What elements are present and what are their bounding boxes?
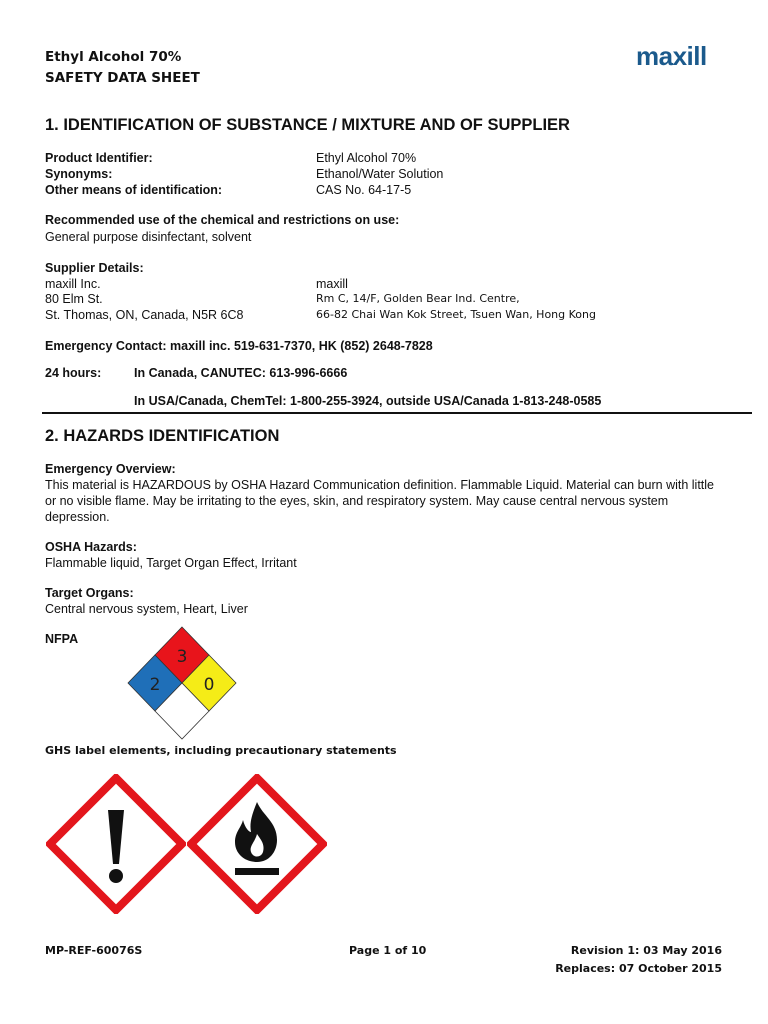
- hours-canada: In Canada, CANUTEC: 613-996-6666: [134, 366, 348, 380]
- section-2-title: 2. HAZARDS IDENTIFICATION: [45, 427, 280, 445]
- nfpa-label: NFPA: [45, 632, 79, 646]
- field-label: Synonyms:: [45, 167, 113, 181]
- recommended-use-label: Recommended use of the chemical and restrictions on use:: [45, 213, 400, 227]
- field-label: Product Identifier:: [45, 151, 153, 165]
- supplier-line: Rm C, 14/F, Golden Bear Ind. Centre,: [316, 292, 520, 305]
- emergency-contact: Emergency Contact: maxill inc. 519-631-7370, HK (852) 2648-7828: [45, 339, 433, 353]
- revision: Revision 1: 03 May 2016: [570, 944, 722, 957]
- supplier-line: St. Thomas, ON, Canada, N5R 6C8: [45, 308, 244, 322]
- field-label: Other means of identification:: [45, 183, 223, 197]
- field-value: Ethyl Alcohol 70%: [316, 151, 417, 165]
- supplier-line: 80 Elm St.: [45, 292, 103, 306]
- nfpa-instability-value: 0: [203, 675, 215, 695]
- osha-value: Flammable liquid, Target Organ Effect, Irritant: [45, 556, 297, 570]
- section-divider: [42, 412, 752, 414]
- page-number: Page 1 of 10: [349, 944, 427, 957]
- supplier-line: maxill Inc.: [45, 277, 101, 291]
- document-reference: MP-REF-60076S: [45, 944, 143, 957]
- hours-label: 24 hours:: [45, 366, 102, 380]
- overview-text: This material is HAZARDOUS by OSHA Hazard Communication definition. Flammable Liquid. Material can burn with little or no visible flame. May be irritating to the eyes, skin, and respiratory system. May cause central nervous system depression.: [45, 478, 715, 524]
- organs-label: Target Organs:: [45, 586, 134, 600]
- nfpa-health-value: 2: [149, 675, 161, 695]
- field-value: CAS No. 64-17-5: [316, 183, 412, 197]
- nfpa-flammability-value: 3: [176, 647, 188, 667]
- nfpa-diamond: [125, 625, 241, 745]
- supplier-line: maxill: [316, 277, 348, 291]
- section-1-title: 1. IDENTIFICATION OF SUBSTANCE / MIXTURE AND OF SUPPLIER: [45, 116, 570, 134]
- field-value: Ethanol/Water Solution: [316, 167, 444, 181]
- maxill-logo: maxill: [636, 41, 707, 71]
- ghs-label: GHS label elements, including precautionary statements: [45, 744, 397, 757]
- product-title: Ethyl Alcohol 70%: [45, 49, 182, 65]
- supplier-line: 66-82 Chai Wan Kok Street, Tsuen Wan, Hong Kong: [316, 308, 596, 321]
- organs-value: Central nervous system, Heart, Liver: [45, 602, 248, 616]
- recommended-use-value: General purpose disinfectant, solvent: [45, 230, 252, 244]
- document-type: SAFETY DATA SHEET: [45, 70, 200, 86]
- exclamation-mark-icon: [46, 774, 186, 914]
- hours-usa: In USA/Canada, ChemTel: 1-800-255-3924, outside USA/Canada 1-813-248-0585: [134, 394, 602, 408]
- flame-icon: [187, 774, 327, 914]
- osha-label: OSHA Hazards:: [45, 540, 137, 554]
- replaces: Replaces: 07 October 2015: [555, 962, 722, 975]
- supplier-label: Supplier Details:: [45, 261, 144, 275]
- overview-label: Emergency Overview:: [45, 462, 176, 476]
